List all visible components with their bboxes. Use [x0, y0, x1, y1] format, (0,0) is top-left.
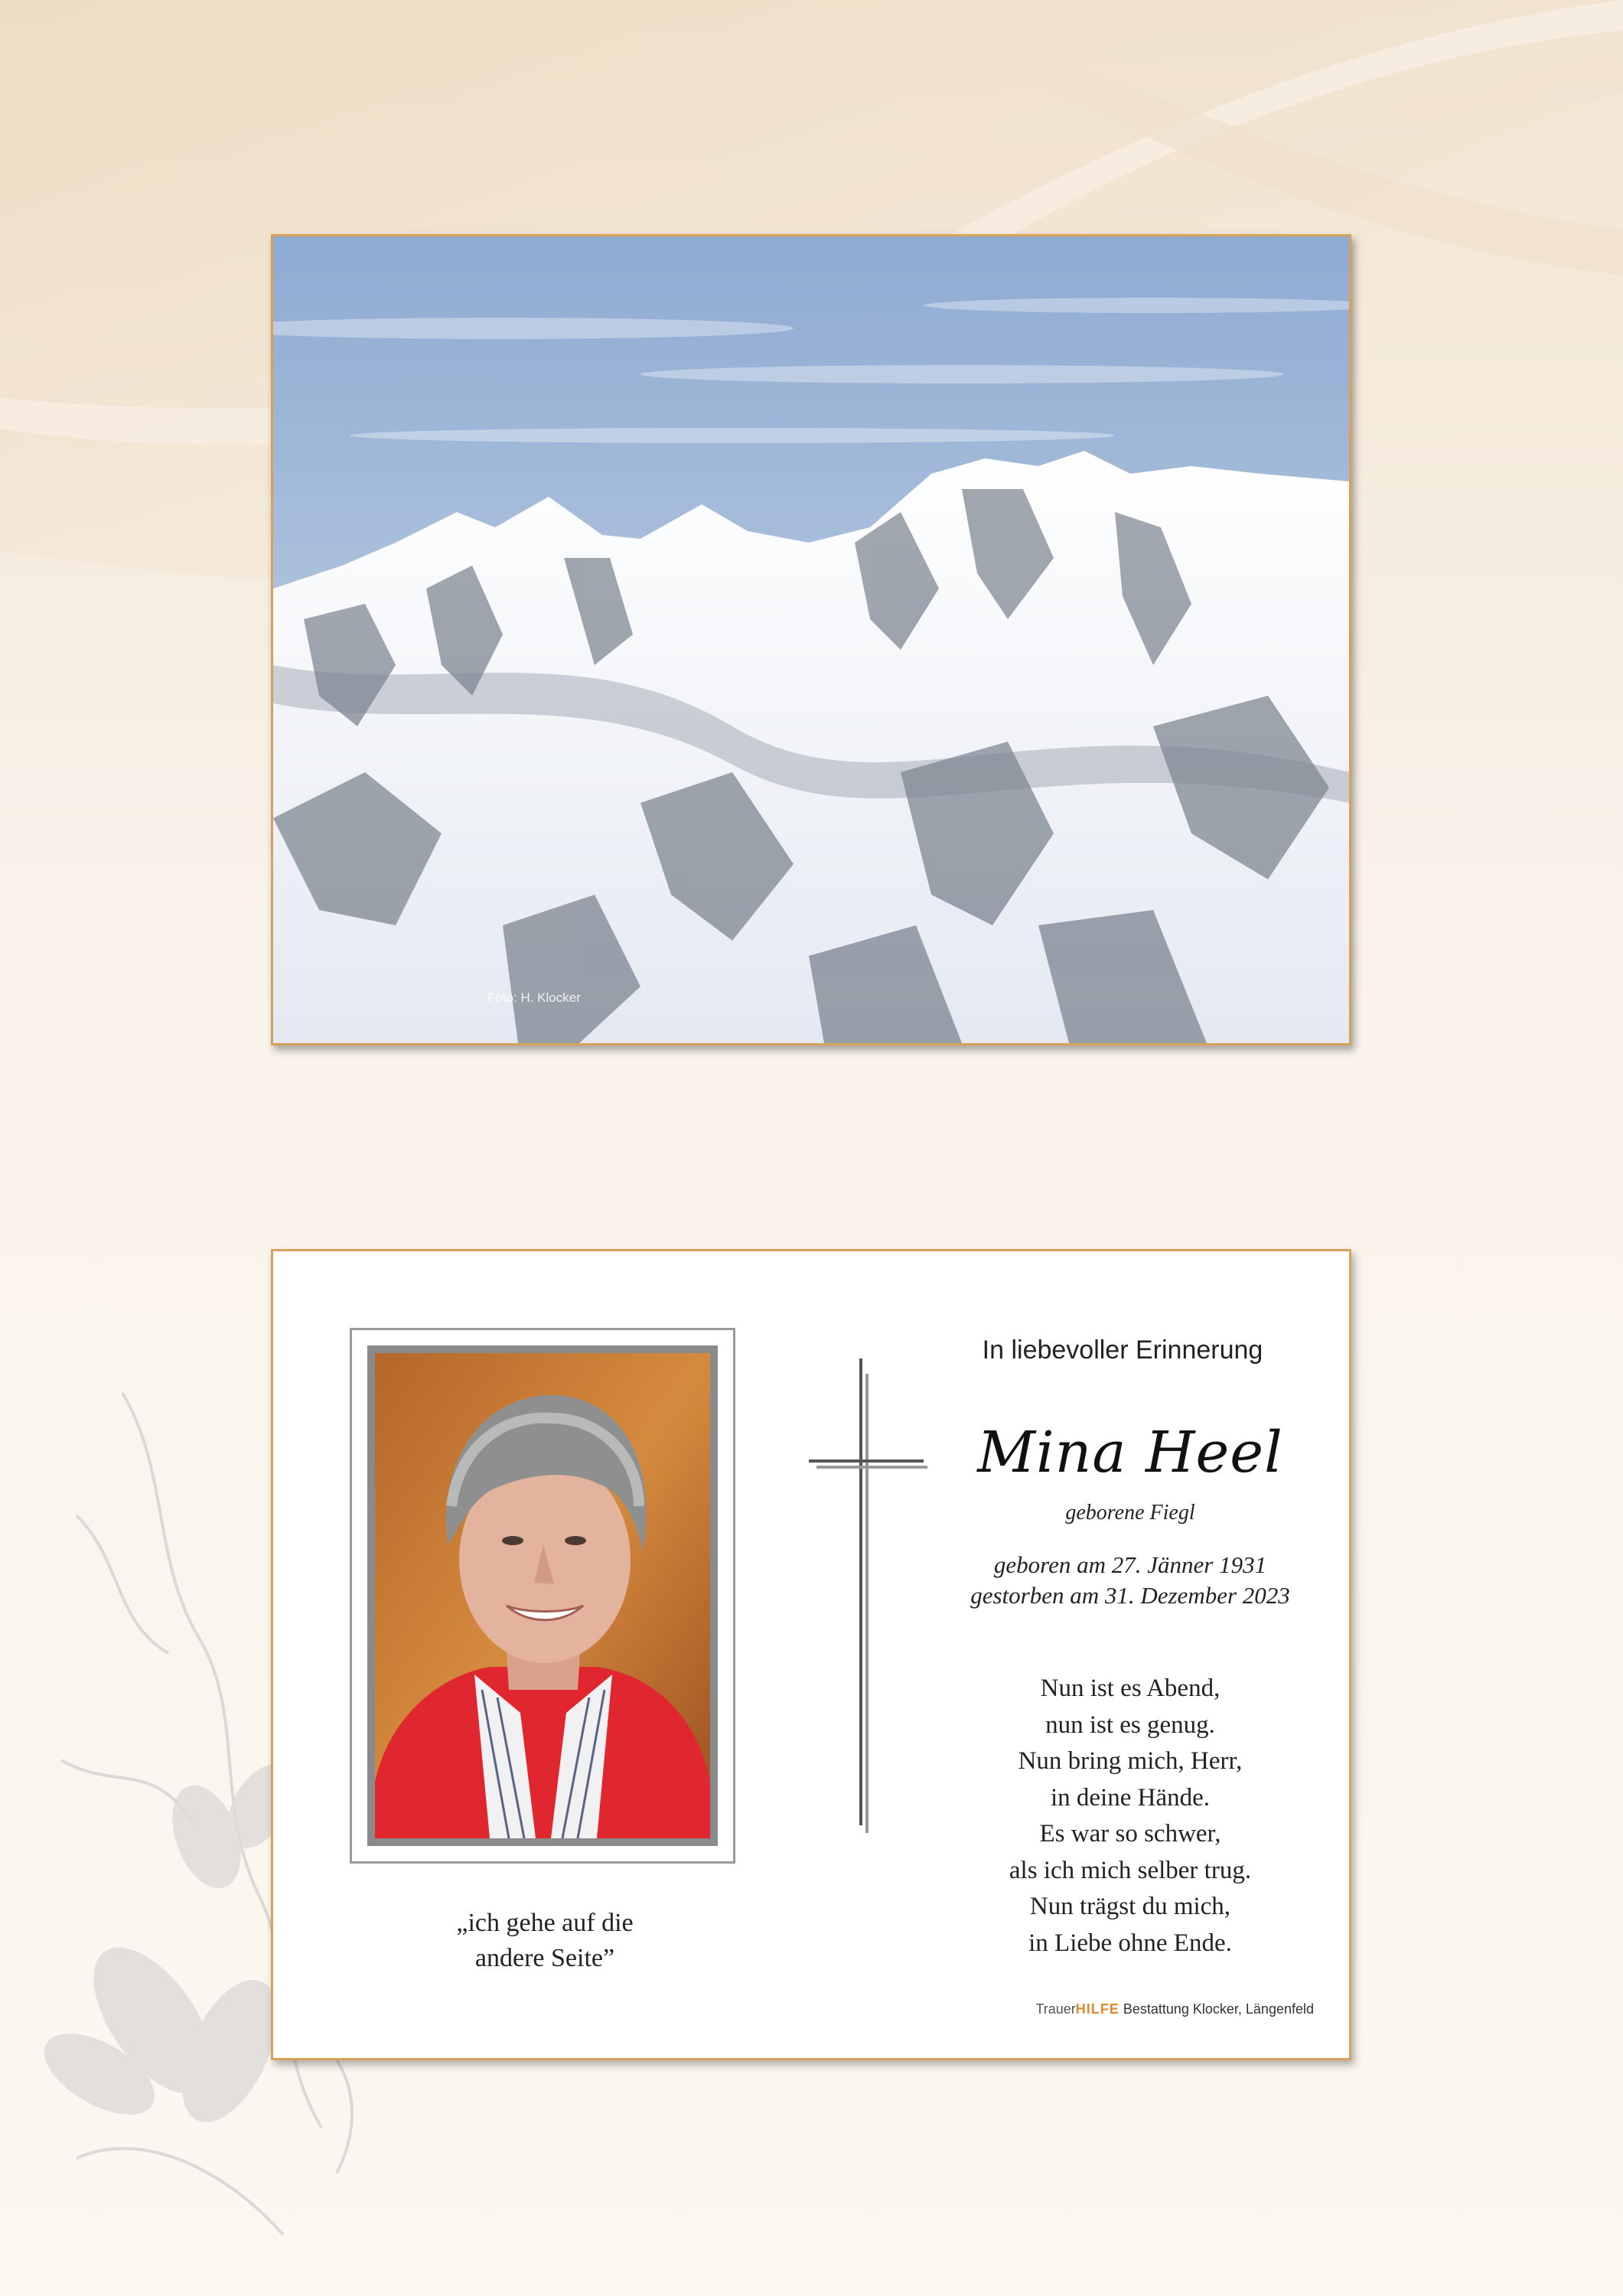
poem-line: Nun ist es Abend, — [1040, 1675, 1221, 1702]
heading: In liebevoller Erinnerung — [982, 1336, 1263, 1365]
brand-name-part1: Trauer — [1035, 2001, 1076, 2017]
funeral-home-footer — [962, 2001, 1314, 2017]
maiden-name: geborene Fiegl — [1065, 1501, 1195, 1525]
portrait-photo — [375, 1353, 710, 1838]
life-dates — [901, 1550, 1360, 1611]
photo-credit: Foto: H. Klocker — [487, 990, 581, 1005]
poem-line: Es war so schwer, — [1039, 1820, 1221, 1848]
mountain-photo — [271, 234, 1351, 1045]
poem — [916, 1671, 1344, 1962]
quote-line: „ich gehe auf die — [456, 1909, 634, 1937]
mountain-image — [273, 236, 1349, 1043]
memorial-card — [271, 1249, 1351, 2060]
deceased-name: Mina Heel — [977, 1420, 1283, 1486]
funeral-home-text: Bestattung Klocker, Längenfeld — [1123, 2001, 1314, 2017]
poem-line: in deine Hände. — [1050, 1783, 1210, 1812]
birth-date: geboren am 27. Jänner 1931 — [993, 1551, 1267, 1578]
death-date: gestorben am 31. Dezember 2023 — [970, 1582, 1290, 1609]
portrait-frame — [350, 1328, 735, 1864]
poem-line: Nun trägst du mich, — [1029, 1893, 1231, 1920]
quote-line: andere Seite” — [474, 1944, 615, 1972]
poem-line: in Liebe ohne Ende. — [1028, 1929, 1232, 1957]
poem-line: Nun bring mich, Herr, — [1018, 1747, 1243, 1775]
quote — [426, 1906, 663, 1976]
poem-line: als ich mich selber trug. — [1009, 1856, 1252, 1884]
poem-line: nun ist es genug. — [1045, 1711, 1215, 1739]
brand-name-part2: HILFE — [1075, 2001, 1119, 2017]
